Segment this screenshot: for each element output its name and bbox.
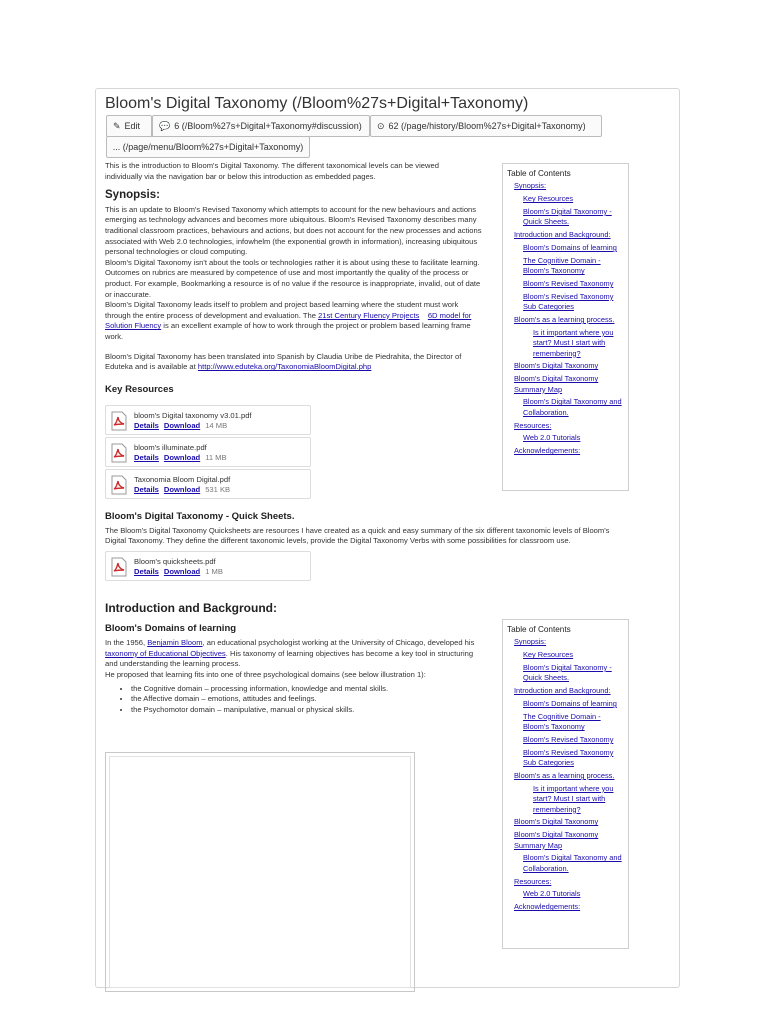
file-size: 11 MB <box>205 453 227 463</box>
toc-items <box>507 637 623 912</box>
file-name: Bloom's quicksheets.pdf <box>134 557 216 567</box>
file-name: bloom's illuminate.pdf <box>134 443 207 453</box>
toc-link[interactable]: Is it important where you start? Must I start with remembering? <box>533 327 614 358</box>
toc-link[interactable]: Introduction and Background: <box>514 230 611 240</box>
history-label: 62 (/page/history/Bloom%27s+Digital+Taxonomy) <box>388 121 586 131</box>
text-span: is an excellent example of how to work through the project or problem based learning frame work. <box>105 321 471 341</box>
pdf-icon <box>110 557 128 577</box>
toc-link[interactable]: Bloom's Digital Taxonomy and Collaboration. <box>523 397 622 417</box>
key-resources-heading: Key Resources <box>105 383 174 395</box>
synopsis-section <box>105 205 483 343</box>
toc-title: Table of Contents <box>507 625 571 634</box>
domains-section <box>105 638 475 715</box>
list-item: • the Cognitive domain – processing information, knowledge and mental skills. <box>131 684 475 695</box>
text-span: Bloom's Digital Taxonomy leads itself to problem and project based learning where the student must work through the entire process of development and evaluation. The <box>105 300 459 320</box>
quick-sheets-heading: Bloom's Digital Taxonomy - Quick Sheets. <box>105 511 295 523</box>
illustration-inner <box>109 756 411 988</box>
toc-link[interactable]: Key Resources <box>523 194 574 204</box>
history-button[interactable] <box>370 115 602 137</box>
pdf-icon <box>110 475 128 495</box>
file-attachment <box>105 437 311 467</box>
text-span: Bloom's Digital Taxonomy has been translated into Spanish by Claudia Uribe de Piedrahita, the Director of Eduteka and is available at <box>105 351 462 372</box>
download-link[interactable]: Download <box>163 453 201 463</box>
file-links <box>134 485 230 496</box>
toc-link[interactable]: Web 2.0 Tutorials <box>523 889 581 899</box>
file-attachment <box>105 551 311 581</box>
toc-link[interactable]: Bloom's Digital Taxonomy <box>514 361 599 371</box>
file-size: 1 MB <box>205 567 223 577</box>
fluency-projects-link[interactable]: 21st Century Fluency Projects <box>318 310 420 320</box>
file-links <box>134 421 227 432</box>
toc-link[interactable]: Bloom's Revised Taxonomy <box>523 279 614 288</box>
pdf-icon <box>110 443 128 463</box>
file-attachment <box>105 469 311 499</box>
table-of-contents <box>502 619 629 949</box>
synopsis-heading: Synopsis: <box>105 189 160 202</box>
toc-link[interactable]: Bloom's Digital Taxonomy Summary Map <box>514 830 599 850</box>
toc-link[interactable]: Bloom's Revised Taxonomy Sub Categories <box>523 747 614 768</box>
toc-link[interactable]: Bloom's Domains of learning <box>523 243 617 252</box>
toc-link[interactable]: The Cognitive Domain - Bloom's Taxonomy <box>523 711 601 732</box>
toc-link[interactable]: Acknowledgements: <box>514 446 581 456</box>
file-size: 14 MB <box>205 421 228 431</box>
toc-link[interactable]: Bloom's Revised Taxonomy <box>523 735 614 744</box>
domains-paragraph <box>105 638 475 670</box>
toc-items <box>507 181 623 456</box>
clock-icon: ⊙ <box>377 120 385 131</box>
toc-link[interactable]: Bloom's Digital Taxonomy - Quick Sheets. <box>523 663 612 683</box>
file-size: 531 KB <box>205 485 231 495</box>
menu-button[interactable] <box>106 136 310 158</box>
menu-label: ... (/page/menu/Bloom%27s+Digital+Taxonomy) <box>112 142 304 152</box>
list-item: • the Psychomotor domain – manipulative, manual or physical skills. <box>131 705 475 716</box>
details-link[interactable]: Details <box>134 421 159 431</box>
toc-link[interactable]: Bloom's Digital Taxonomy <box>514 817 599 827</box>
domains-list <box>105 684 475 716</box>
toc-link[interactable]: Resources: <box>514 420 552 430</box>
details-link[interactable]: Details <box>134 453 159 463</box>
toc-link[interactable]: Synopsis: <box>514 637 547 647</box>
benjamin-bloom-link[interactable]: Benjamin Bloom <box>147 638 203 648</box>
download-link[interactable]: Download <box>163 567 201 577</box>
comments-icon: 💬 <box>159 120 171 131</box>
file-attachment <box>105 405 311 435</box>
text-span: In the 1956, <box>105 638 148 648</box>
solution-fluency-link[interactable]: 6D model for Solution Fluency <box>105 310 472 331</box>
taxonomy-objectives-link[interactable]: taxonomy of Educational Objectives <box>105 648 226 658</box>
eduteka-link[interactable]: http://www.eduteka.org/TaxonomiaBloomDigital.php <box>197 362 372 372</box>
toc-link[interactable]: Synopsis: <box>514 181 547 191</box>
toc-link[interactable]: Introduction and Background: <box>514 686 611 696</box>
edit-label: Edit <box>124 121 141 131</box>
edit-button[interactable] <box>106 115 152 137</box>
discussion-button[interactable] <box>152 115 370 137</box>
table-of-contents <box>502 163 629 491</box>
synopsis-paragraph: This is an update to Bloom's Revised Taxonomy which attempts to account for the new behaviours and actions emerging as technology advances and becomes more ubiquitous. Bloom's Revised Taxonomy describes many traditional classroom practices, behaviours and actions, but does not account for the new processes and actions associated with Web 2.0 technologies, infowhelm (the exponential growth in information), increasing ubiquitous personal technologies or cloud computing. <box>105 204 482 257</box>
toc-link[interactable]: Bloom's Digital Taxonomy and Collaboration. <box>523 853 622 873</box>
illustration-frame <box>105 752 415 992</box>
text-span: . His taxonomy of learning objectives has become a key tool in structuring and understanding the learning process. <box>105 648 474 669</box>
file-name: Taxonomia Bloom Digital.pdf <box>134 475 231 485</box>
toc-link[interactable]: Acknowledgements: <box>514 902 581 912</box>
text-span: , an educational psychologist working at the University of Chicago, developed his <box>202 638 475 648</box>
toc-title: Table of Contents <box>507 169 571 178</box>
toc-link[interactable]: Bloom's as a learning process. <box>514 771 615 780</box>
spanish-translation-text <box>105 352 483 373</box>
toc-link[interactable]: Bloom's Digital Taxonomy - Quick Sheets. <box>523 207 612 227</box>
intro-background-heading: Introduction and Background: <box>105 601 277 616</box>
pencil-icon: ✎ <box>113 120 121 131</box>
toc-link[interactable]: Key Resources <box>523 650 574 660</box>
synopsis-paragraph: Bloom's Digital Taxonomy isn't about the tools or technologies rather it is about using these to facilitate learning. Outcomes on rubrics are measured by competence of use and most importantly the quality of the process or product. For example, Bookmarking a resource is of no value if the resource is inappropriate, invalid, out of date or inaccurate. <box>105 257 481 299</box>
list-item: • the Affective domain – emotions, attitudes and feelings. <box>131 694 475 705</box>
toc-link[interactable]: Bloom's Digital Taxonomy Summary Map <box>514 374 599 394</box>
toc-link[interactable]: Is it important where you start? Must I start with remembering? <box>533 783 614 814</box>
details-link[interactable]: Details <box>134 567 159 577</box>
file-links <box>134 567 223 578</box>
intro-text: This is the introduction to Bloom's Digital Taxonomy. The different taxonomical levels can be viewed individually via the navigation bar or below this introduction as embedded pages. <box>105 161 439 181</box>
download-link[interactable]: Download <box>163 485 201 495</box>
download-link[interactable]: Download <box>163 421 201 431</box>
toc-link[interactable]: Web 2.0 Tutorials <box>523 433 581 443</box>
page-title: Bloom's Digital Taxonomy (/Bloom%27s+Digital+Taxonomy) <box>105 95 529 112</box>
file-links <box>134 453 227 464</box>
toc-link[interactable]: Bloom's as a learning process. <box>514 315 615 324</box>
text-span <box>419 311 421 320</box>
synopsis-paragraph <box>105 300 483 342</box>
pdf-icon <box>110 411 128 431</box>
file-name: bloom's Digital taxonomy v3.01.pdf <box>134 411 252 421</box>
toc-link[interactable]: Bloom's Domains of learning <box>523 699 617 708</box>
quick-sheets-text: The Bloom's Digital Taxonomy Quicksheets are resources I have created as a quick and easy summary of the six different taxonomic levels of Bloom's Digital Taxonomy. They define the different taxonomic levels, provide the Digital Taxonomy Verbs with some possibilities for classroom use. <box>105 525 610 546</box>
details-link[interactable]: Details <box>134 485 159 495</box>
toc-link[interactable]: Resources: <box>514 876 552 886</box>
discussion-label: 6 (/Bloom%27s+Digital+Taxonomy#discussion) <box>174 121 362 131</box>
domains-heading: Bloom's Domains of learning <box>105 622 237 634</box>
toc-link[interactable]: Bloom's Revised Taxonomy Sub Categories <box>523 291 614 312</box>
toc-link[interactable]: The Cognitive Domain - Bloom's Taxonomy <box>523 255 601 276</box>
domains-paragraph: He proposed that learning fits into one of three psychological domains (see below illustration 1): <box>105 670 426 680</box>
